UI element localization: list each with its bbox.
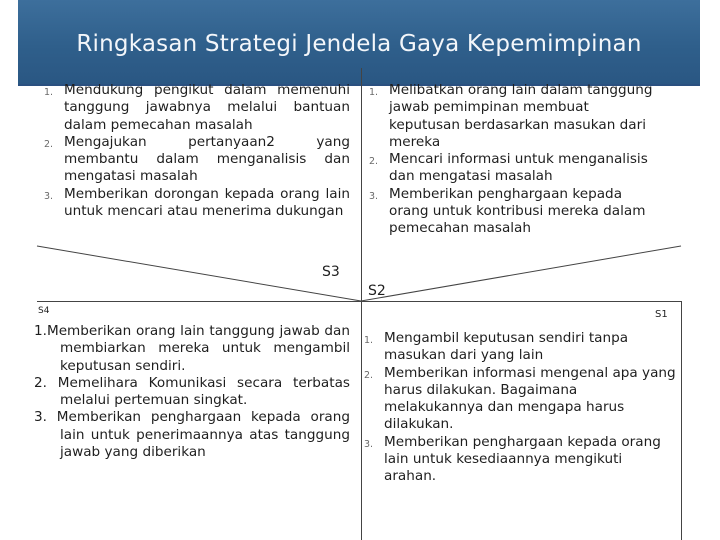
s3-item-1-number: 1. [44,87,54,98]
s4-item-2-text: 2. Memelihara Komunikasi secara terbatas melalui pertemuan singkat. [34,374,350,409]
s2-item-2-number: 2. [369,156,379,168]
s1-item-1-text: Mengambil keputusan sendiri tanpa masukan dari yang lain [384,330,629,364]
s2-item-3 [369,185,659,238]
right-border [681,301,682,540]
s1-label: S1 [655,309,668,320]
s3-item-2 [44,133,350,186]
s1-item-1 [364,330,678,365]
s3-item-2-number: 2. [44,138,54,150]
s1-item-2-number: 2. [364,369,374,381]
s2-item-1-number: 1. [369,87,379,98]
s1-item-2-text: Memberikan informasi mengenal apa yang harus dilakukan. Bagaimana melakukannya dan mengapa harus dilakukan. [384,364,676,433]
s2-label: S2 [368,283,386,299]
s1-item-3-number: 3. [364,438,374,450]
s3-item-3 [44,185,350,221]
s4-item-2 [34,375,350,410]
s4-item-1-text: 1.Memberikan orang lain tanggung jawab dan membiarkan mereka untuk mengambil keputusan sendiri. [34,323,350,374]
vertical-divider [361,68,362,540]
slide-title: Ringkasan Strategi Jendela Gaya Kepemimpinan [76,31,642,57]
s2-item-1 [369,82,659,151]
s2-item-3-text: Memberikan penghargaan kepada orang untuk kontribusi mereka dalam pemecahan masalah [389,185,646,237]
s3-item-1 [44,82,350,134]
s4-item-3-text: 3. Memberikan penghargaan kepada orang lain untuk penerimaannya atas tanggung jawab yang diberikan [34,409,350,461]
s1-item-3-text: Memberikan penghargaan kepada orang lain untuk kesediaannya mengikuti arahan. [384,433,661,485]
s3-diagonal [37,246,361,301]
s1-item-2 [364,364,678,434]
s2-item-1-text: Melibatkan orang lain dalam tanggung jawab pemimpinan membuat keputusan berdasarkan masukan dari mereka [389,82,653,150]
s4-label: S4 [38,306,50,316]
s1-item-3 [364,433,678,486]
s3-item-1-text: Mendukung pengikut dalam memenuhi tanggung jawabnya melalui bantuan dalam pemecahan masalah [64,82,350,133]
s4-item-1 [34,323,350,375]
s2-item-2 [369,151,659,186]
s2-item-3-number: 3. [369,190,379,202]
s4-strategy-list [34,323,350,461]
s4-item-3 [34,409,350,461]
s3-item-3-number: 3. [44,190,54,202]
horizontal-divider [37,301,681,302]
s3-strategy-list [44,82,350,220]
s1-strategy-list [364,330,678,486]
s3-item-2-text: Mengajukan pertanyaan2 yang membantu dalam menganalisis dan mengatasi masalah [64,133,350,185]
s2-strategy-list [369,82,659,238]
s3-item-3-text: Memberikan dorongan kepada orang lain untuk mencari atau menerima dukungan [64,185,350,220]
s2-item-2-text: Mencari informasi untuk menganalisis dan mengatasi masalah [389,151,648,185]
s1-item-1-number: 1. [364,335,374,346]
s3-label: S3 [322,264,340,280]
s2-diagonal [361,246,681,301]
